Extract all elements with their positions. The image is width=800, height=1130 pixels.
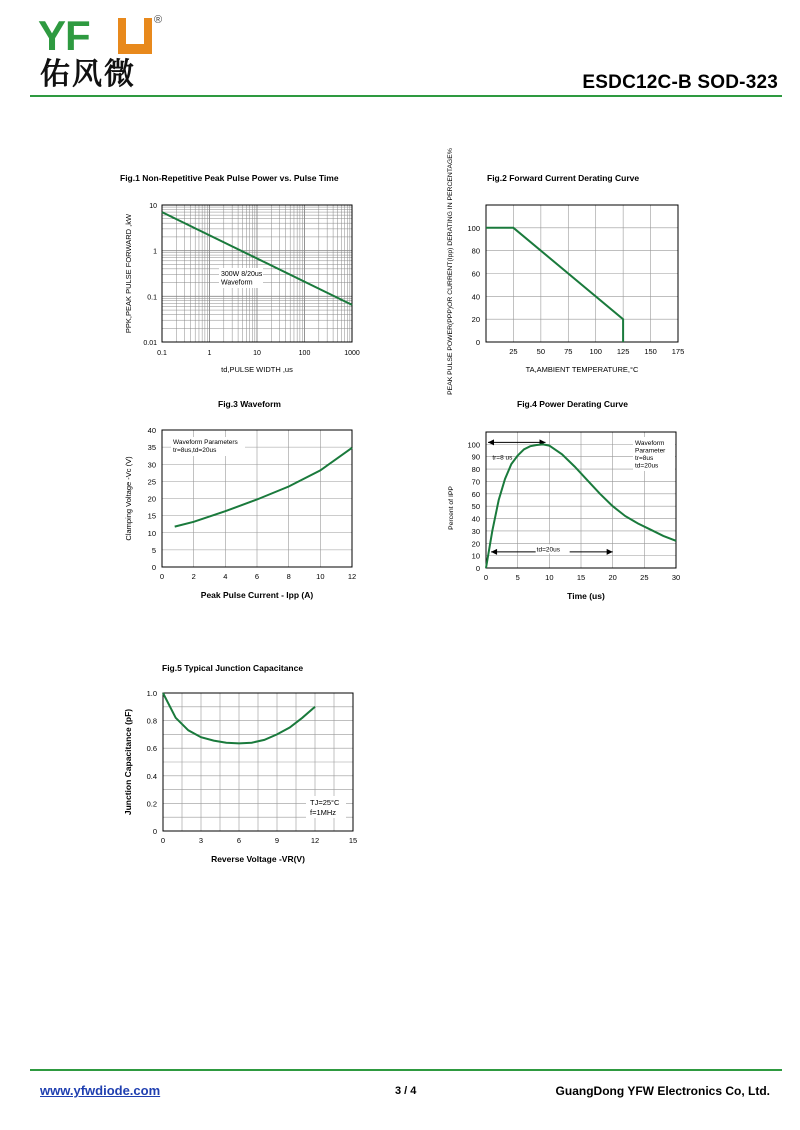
y-tick-label: 70	[471, 477, 480, 487]
x-tick-label: 2	[191, 572, 196, 581]
y-tick-label: 0.4	[146, 771, 157, 781]
x-tick-label: 100	[589, 347, 602, 356]
y-tick-label: 15	[147, 511, 156, 521]
x-tick-label: 12	[310, 836, 320, 845]
company-name: GuangDong YFW Electronics Co, Ltd.	[555, 1084, 770, 1098]
chart-title: Fig.3 Waveform	[218, 399, 281, 409]
website-link[interactable]: www.yfwdiode.com	[40, 1083, 161, 1098]
y-tick-label: 20	[147, 494, 156, 504]
waveform-annotation: Waveform Parameters tr=8us,td=20us	[173, 439, 238, 454]
y-tick-label: 0.8	[146, 716, 157, 726]
chart-fig2	[447, 148, 684, 395]
rise-time-label: tr=8 us	[492, 454, 513, 462]
x-tick-label: 0	[483, 573, 489, 582]
y-tick-label: 20	[471, 315, 480, 325]
y-tick-label: 100	[467, 440, 480, 450]
x-axis-label: TA,AMBIENT TEMPERATURE,°C	[525, 365, 639, 374]
y-tick-label: 10	[147, 528, 156, 538]
y-tick-label: 40	[147, 426, 156, 435]
y-tick-label: 35	[147, 443, 156, 453]
y-axis-label: Clamping Voltage -Vc (V)	[124, 456, 133, 541]
x-tick-label: 10	[545, 573, 554, 582]
x-tick-label: 1	[207, 350, 212, 357]
y-tick-label: 10	[149, 203, 157, 210]
derating-curve	[486, 228, 623, 342]
x-tick-label: 6	[236, 836, 242, 845]
y-axis-label: PEAK PULSE POWER(PPP)OR CURRENT(Ipp) DERATING IN PERCENTAGE%	[447, 148, 454, 395]
x-tick-label: 3	[198, 836, 204, 845]
y-tick-label: 40	[471, 292, 480, 302]
footer-rule	[30, 1069, 782, 1071]
x-tick-label: 0	[159, 572, 165, 581]
x-tick-label: 25	[640, 573, 649, 582]
y-tick-label: 0	[152, 827, 157, 836]
chart-fig3	[124, 399, 356, 600]
y-tick-label: 1	[153, 248, 157, 256]
x-axis-label: Peak Pulse Current - Ipp (A)	[200, 590, 314, 600]
waveform-parameter-annotation: Waveform Parameter tr=8us td=20us	[635, 440, 666, 470]
y-tick-label: 25	[147, 477, 156, 487]
y-axis-label: PPK,PEAK PULSE FORWARD ,kW	[124, 213, 133, 334]
x-tick-label: 20	[608, 573, 617, 582]
x-tick-label: 125	[616, 347, 630, 356]
chart-title: Fig.5 Typical Junction Capacitance	[162, 663, 304, 673]
chart-fig4	[448, 399, 680, 601]
chart-title: Fig.2 Forward Current Derating Curve	[487, 173, 640, 183]
x-tick-label: 6	[254, 572, 260, 581]
waveform-annotation: 300W 8/20us Waveform	[221, 271, 263, 287]
x-tick-label: 15	[576, 573, 586, 582]
duration-label: td=20us	[536, 546, 560, 554]
x-tick-label: 10	[253, 350, 261, 357]
x-axis-label: Time (us)	[567, 591, 605, 601]
y-tick-label: 5	[151, 545, 156, 555]
y-tick-label: 0.01	[143, 340, 157, 347]
x-tick-label: 10	[316, 572, 325, 581]
y-axis-label: Junction Capacitance (pF)	[123, 708, 133, 816]
x-tick-label: 1000	[344, 350, 360, 357]
logo-letters: YF	[38, 12, 90, 59]
x-axis-label: td,PULSE WIDTH ,us	[221, 365, 293, 374]
registered-mark: ®	[154, 14, 163, 26]
chart-title: Fig.1 Non-Repetitive Peak Pulse Power vs. Pulse Time	[120, 173, 339, 183]
x-tick-label: 4	[223, 572, 228, 581]
x-tick-label: 175	[671, 347, 685, 356]
y-tick-label: 0	[475, 564, 480, 573]
y-tick-label: 80	[471, 246, 480, 256]
y-tick-label: 0	[151, 563, 156, 572]
y-tick-label: 0.2	[146, 799, 157, 809]
x-tick-label: 5	[515, 573, 520, 582]
y-tick-label: 0	[475, 338, 480, 347]
clamping-curve	[175, 448, 352, 527]
logo-chinese-name: 佑风微	[40, 57, 136, 92]
x-tick-label: 75	[564, 347, 573, 356]
page-number: 3 / 4	[395, 1085, 417, 1097]
y-tick-label: 90	[471, 452, 480, 462]
x-tick-label: 12	[347, 572, 357, 581]
arrow-head	[607, 549, 613, 555]
y-tick-label: 0.1	[147, 294, 157, 302]
y-tick-label: 50	[471, 502, 480, 512]
y-tick-label: 10	[471, 551, 480, 561]
chart-fig1	[120, 173, 360, 374]
y-tick-label: 100	[467, 223, 480, 233]
x-tick-label: 100	[298, 350, 311, 357]
x-tick-label: 30	[671, 573, 681, 582]
chart-fig5	[123, 663, 357, 864]
document-title: ESDC12C-B SOD-323	[582, 72, 778, 93]
x-tick-label: 0	[160, 836, 166, 845]
x-tick-label: 50	[536, 347, 546, 356]
arrow-head	[491, 549, 497, 555]
y-tick-label: 0.6	[146, 744, 157, 754]
x-tick-label: 150	[644, 347, 657, 356]
chart-title: Fig.4 Power Derating Curve	[517, 399, 628, 409]
y-tick-label: 40	[471, 514, 480, 524]
x-tick-label: 0.1	[157, 350, 167, 357]
y-tick-label: 30	[147, 460, 156, 470]
y-tick-label: 60	[471, 269, 480, 279]
y-tick-label: 80	[471, 465, 480, 475]
y-tick-label: 20	[471, 539, 480, 549]
y-tick-label: 60	[471, 489, 480, 499]
y-tick-label: 30	[471, 526, 480, 536]
x-tick-label: 25	[509, 347, 518, 356]
x-tick-label: 9	[274, 836, 280, 845]
x-tick-label: 8	[286, 572, 291, 581]
x-tick-label: 15	[348, 836, 358, 845]
y-tick-label: 1.0	[146, 689, 157, 698]
conditions-annotation: TJ=25°C f=1MHz	[310, 798, 340, 817]
y-axis-label: Percent of IPP	[448, 486, 455, 530]
x-axis-label: Reverse Voltage -VR(V)	[211, 854, 305, 864]
